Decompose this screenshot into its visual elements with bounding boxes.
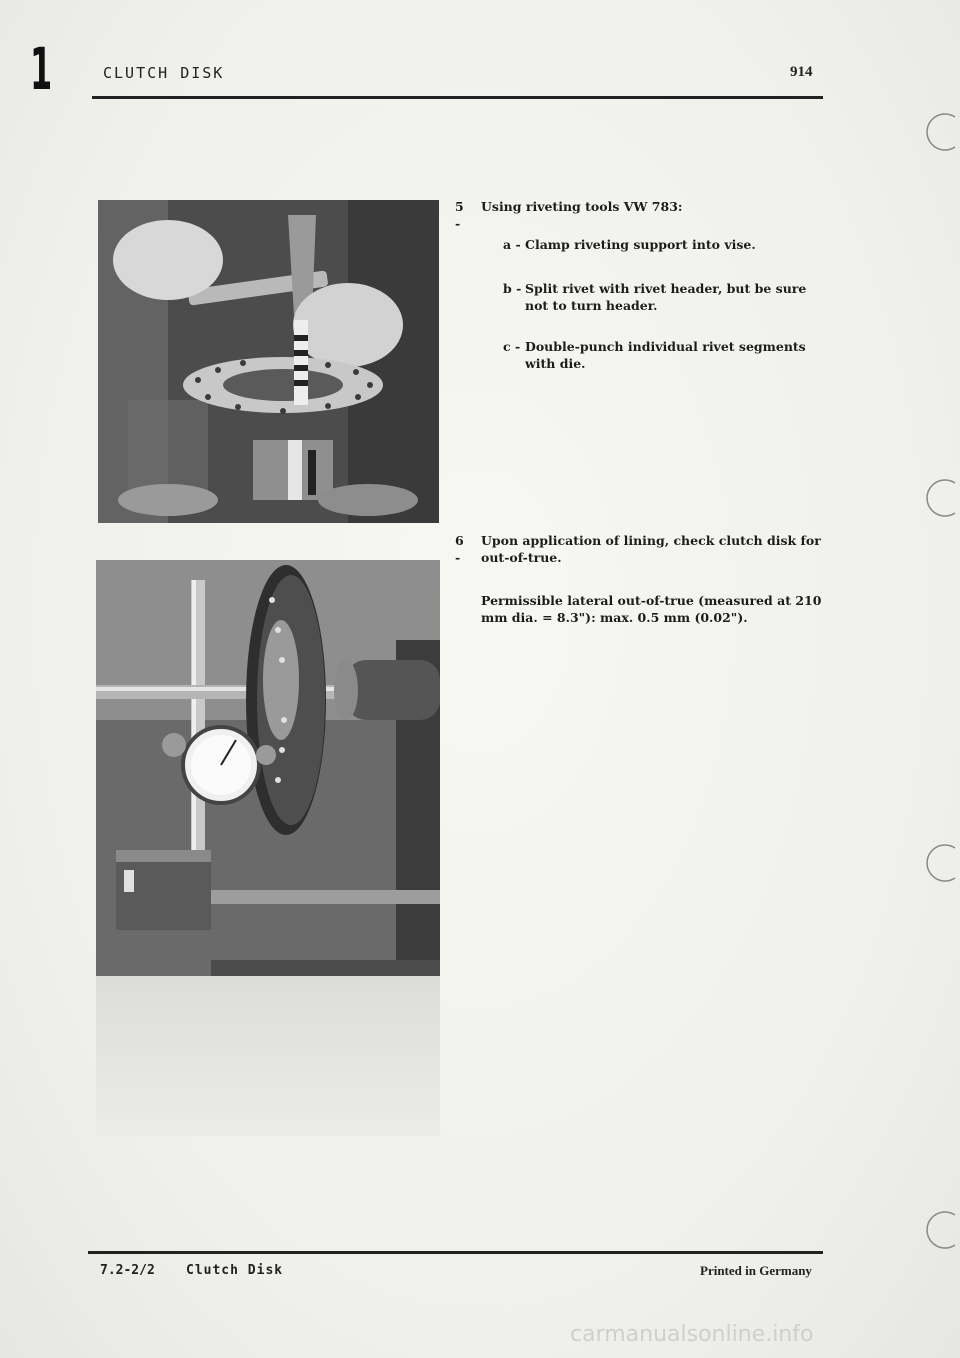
- model-number: 914: [790, 64, 813, 80]
- substep-letter: b -: [503, 281, 522, 296]
- watermark: carmanualsonline.info: [570, 1322, 814, 1347]
- page-code: 7.2-2/2: [100, 1263, 155, 1278]
- substep-text: Double-punch individual rivet segments with die.: [525, 339, 806, 371]
- substep-text: Clamp riveting support into vise.: [525, 237, 756, 252]
- riveting-illustration: [98, 200, 439, 523]
- punch-hole-icon: [925, 478, 960, 518]
- punch-hole-icon: [925, 843, 960, 883]
- tolerance-note: Permissible lateral out-of-true (measured at 210 mm dia. = 8.3"): max. 0.5 mm (0.02").: [481, 593, 822, 625]
- footer-title: Clutch Disk: [186, 1263, 284, 1278]
- header-divider: [92, 96, 823, 99]
- runout-measurement-illustration: [96, 560, 440, 976]
- step-number: 5 -: [455, 199, 464, 231]
- step-text: Using riveting tools VW 783:: [481, 199, 683, 214]
- substep-letter: c -: [503, 339, 521, 354]
- substep-text: Split rivet with rivet header, but be sure not to turn header.: [525, 281, 807, 313]
- punch-hole-icon: [925, 1210, 960, 1250]
- footer-divider: [88, 1251, 823, 1254]
- step-text: Upon application of lining, check clutch disk for out-of-true.: [481, 533, 821, 565]
- riveting-photo: [98, 200, 439, 523]
- section-number: 1: [30, 35, 53, 103]
- punch-hole-icon: [925, 112, 960, 152]
- substep-letter: a -: [503, 237, 521, 252]
- printed-in-label: Printed in Germany: [700, 1263, 812, 1278]
- dial-indicator-photo: [96, 560, 440, 976]
- step-number: 6 -: [455, 533, 464, 565]
- page-title: CLUTCH DISK: [103, 64, 225, 82]
- photo-bottom-margin: [96, 976, 440, 1136]
